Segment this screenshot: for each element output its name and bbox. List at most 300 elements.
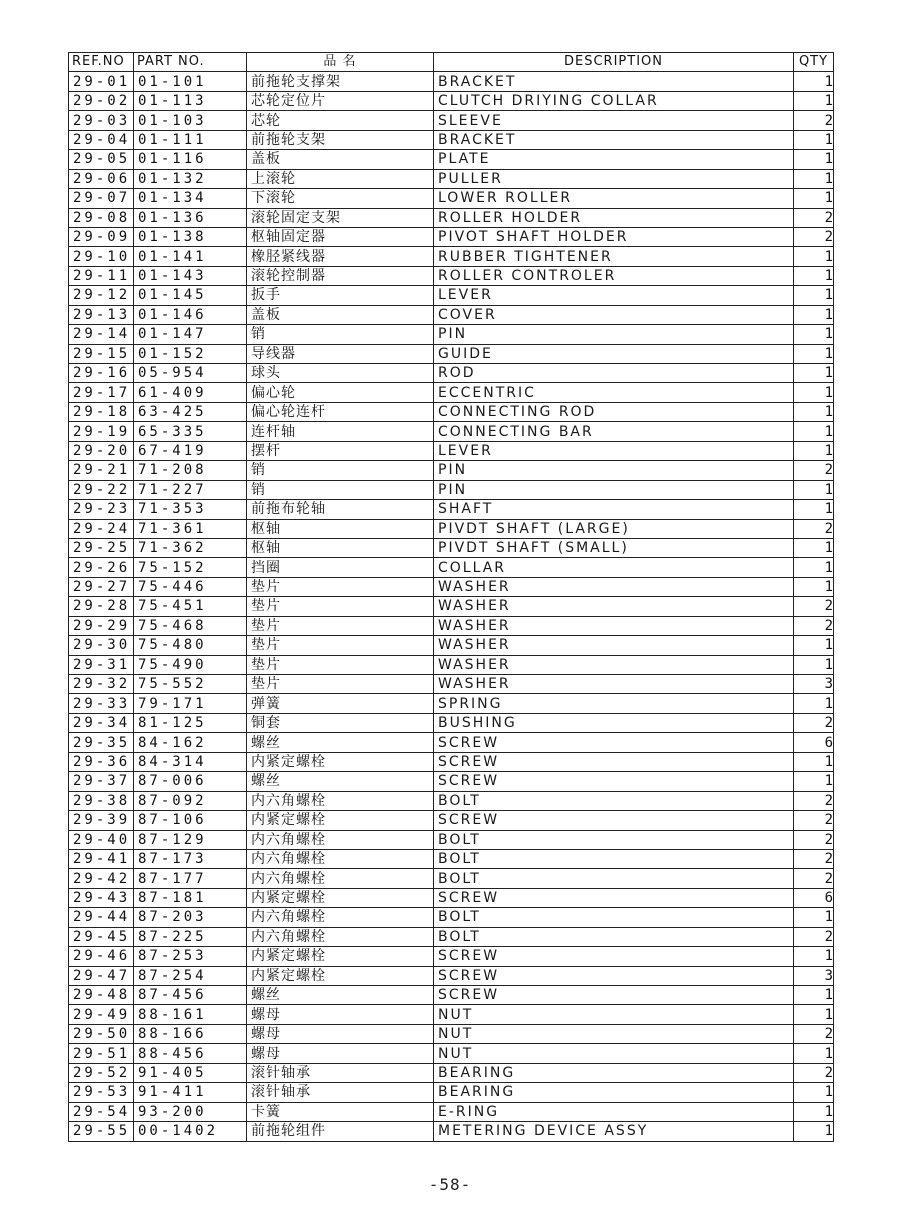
name-cn-cell: 导线器	[247, 344, 434, 363]
table-row	[69, 364, 834, 383]
name-cn-cell: 螺丝	[247, 733, 434, 752]
table-row	[69, 1044, 834, 1063]
ref-no-cell: 29-37	[69, 772, 134, 791]
name-cn-cell: 螺丝	[247, 986, 434, 1005]
table-row	[69, 111, 834, 130]
part-no-cell: 79-171	[134, 694, 247, 713]
name-cn-cell: 内六角螺栓	[247, 849, 434, 868]
ref-no-cell: 29-42	[69, 869, 134, 888]
ref-no-cell: 29-14	[69, 325, 134, 344]
qty-cell: 2	[794, 869, 834, 888]
part-no-cell: 88-456	[134, 1044, 247, 1063]
qty-cell: 1	[794, 772, 834, 791]
description-cell: BOLT	[434, 830, 794, 849]
name-cn-cell: 铜套	[247, 713, 434, 732]
qty-cell: 1	[794, 344, 834, 363]
table-row	[69, 227, 834, 246]
name-cn-cell: 芯轮定位片	[247, 91, 434, 110]
table-row	[69, 616, 834, 635]
parts-table-body	[69, 72, 834, 1141]
name-cn-cell: 螺母	[247, 1005, 434, 1024]
ref-no-cell: 29-12	[69, 286, 134, 305]
name-cn-cell: 连杆轴	[247, 422, 434, 441]
description-cell: WASHER	[434, 616, 794, 635]
table-row	[69, 849, 834, 868]
qty-cell: 1	[794, 752, 834, 771]
description-cell: SCREW	[434, 986, 794, 1005]
part-no-cell: 63-425	[134, 402, 247, 421]
table-row	[69, 247, 834, 266]
ref-no-cell: 29-47	[69, 966, 134, 985]
table-row	[69, 480, 834, 499]
qty-cell: 2	[794, 616, 834, 635]
description-cell: ROLLER HOLDER	[434, 208, 794, 227]
part-no-cell: 87-173	[134, 849, 247, 868]
qty-cell: 2	[794, 791, 834, 810]
qty-cell: 2	[794, 519, 834, 538]
description-cell: CLUTCH DRIYING COLLAR	[434, 91, 794, 110]
description-cell: RUBBER TIGHTENER	[434, 247, 794, 266]
name-cn-cell: 内紧定螺栓	[247, 888, 434, 907]
part-no-cell: 87-106	[134, 811, 247, 830]
part-no-cell: 87-006	[134, 772, 247, 791]
ref-no-cell: 29-08	[69, 208, 134, 227]
ref-no-cell: 29-50	[69, 1024, 134, 1043]
ref-no-cell: 29-17	[69, 383, 134, 402]
part-no-cell: 01-134	[134, 189, 247, 208]
table-row	[69, 1122, 834, 1141]
qty-cell: 1	[794, 986, 834, 1005]
description-cell: ROLLER CONTROLER	[434, 266, 794, 285]
qty-cell: 1	[794, 130, 834, 149]
name-cn-cell: 销	[247, 480, 434, 499]
qty-cell: 1	[794, 636, 834, 655]
name-cn-cell: 垫片	[247, 655, 434, 674]
description-cell: WASHER	[434, 675, 794, 694]
part-no-cell: 75-152	[134, 558, 247, 577]
qty-cell: 1	[794, 305, 834, 324]
description-cell: BOLT	[434, 869, 794, 888]
name-cn-cell: 内六角螺栓	[247, 927, 434, 946]
table-row	[69, 208, 834, 227]
description-cell: BOLT	[434, 791, 794, 810]
description-cell: LOWER ROLLER	[434, 189, 794, 208]
table-row	[69, 986, 834, 1005]
qty-cell: 2	[794, 1063, 834, 1082]
name-cn-cell: 内紧定螺栓	[247, 752, 434, 771]
qty-cell: 1	[794, 189, 834, 208]
table-row	[69, 636, 834, 655]
ref-no-cell: 29-03	[69, 111, 134, 130]
part-no-cell: 00-1402	[134, 1122, 247, 1141]
description-cell: COVER	[434, 305, 794, 324]
table-row	[69, 1063, 834, 1082]
ref-no-cell: 29-28	[69, 597, 134, 616]
name-cn-cell: 前拖轮支架	[247, 130, 434, 149]
ref-no-cell: 29-29	[69, 616, 134, 635]
part-no-cell: 01-141	[134, 247, 247, 266]
part-no-cell: 01-136	[134, 208, 247, 227]
ref-no-cell: 29-35	[69, 733, 134, 752]
part-no-cell: 75-451	[134, 597, 247, 616]
ref-no-cell: 29-21	[69, 461, 134, 480]
part-no-cell: 84-162	[134, 733, 247, 752]
part-no-cell: 87-254	[134, 966, 247, 985]
description-cell: SLEEVE	[434, 111, 794, 130]
description-cell: WASHER	[434, 655, 794, 674]
description-cell: WASHER	[434, 636, 794, 655]
table-row	[69, 558, 834, 577]
name-cn-cell: 前拖轮支撑架	[247, 72, 434, 91]
ref-no-cell: 29-10	[69, 247, 134, 266]
description-cell: SCREW	[434, 947, 794, 966]
table-row	[69, 325, 834, 344]
name-cn-cell: 弹簧	[247, 694, 434, 713]
name-cn-cell: 垫片	[247, 577, 434, 596]
qty-cell: 1	[794, 947, 834, 966]
name-cn-cell: 内紧定螺栓	[247, 811, 434, 830]
ref-no-cell: 29-26	[69, 558, 134, 577]
ref-no-cell: 29-11	[69, 266, 134, 285]
name-cn-cell: 销	[247, 325, 434, 344]
ref-no-cell: 29-01	[69, 72, 134, 91]
description-cell: PULLER	[434, 169, 794, 188]
description-cell: SHAFT	[434, 500, 794, 519]
description-cell: PIVDT SHAFT (SMALL)	[434, 538, 794, 557]
name-cn-cell: 内六角螺栓	[247, 869, 434, 888]
ref-no-cell: 29-04	[69, 130, 134, 149]
qty-cell: 1	[794, 169, 834, 188]
name-cn-cell: 内六角螺栓	[247, 830, 434, 849]
table-row	[69, 286, 834, 305]
part-no-cell: 87-253	[134, 947, 247, 966]
description-cell: CONNECTING BAR	[434, 422, 794, 441]
table-row	[69, 888, 834, 907]
qty-cell: 1	[794, 422, 834, 441]
name-cn-header: 品 名	[247, 53, 434, 72]
part-no-cell: 81-125	[134, 713, 247, 732]
name-cn-cell: 芯轮	[247, 111, 434, 130]
qty-cell: 1	[794, 286, 834, 305]
qty-cell: 1	[794, 1122, 834, 1141]
part-no-cell: 75-480	[134, 636, 247, 655]
part-no-cell: 01-116	[134, 150, 247, 169]
table-row	[69, 1005, 834, 1024]
part-no-cell: 05-954	[134, 364, 247, 383]
description-cell: SCREW	[434, 752, 794, 771]
description-cell: PIN	[434, 325, 794, 344]
name-cn-cell: 内紧定螺栓	[247, 947, 434, 966]
qty-cell: 6	[794, 888, 834, 907]
ref-no-cell: 29-41	[69, 849, 134, 868]
name-cn-cell: 滚针轴承	[247, 1063, 434, 1082]
name-cn-cell: 偏心轮连杆	[247, 402, 434, 421]
table-row	[69, 752, 834, 771]
name-cn-cell: 摆杆	[247, 441, 434, 460]
qty-cell: 3	[794, 675, 834, 694]
name-cn-cell: 盖板	[247, 305, 434, 324]
part-no-cell: 71-208	[134, 461, 247, 480]
part-no-cell: 87-092	[134, 791, 247, 810]
name-cn-cell: 螺母	[247, 1044, 434, 1063]
ref-no-cell: 29-27	[69, 577, 134, 596]
part-no-cell: 75-552	[134, 675, 247, 694]
part-no-cell: 01-147	[134, 325, 247, 344]
ref-no-cell: 29-53	[69, 1083, 134, 1102]
description-cell: NUT	[434, 1024, 794, 1043]
table-row	[69, 383, 834, 402]
description-cell: BUSHING	[434, 713, 794, 732]
name-cn-cell: 垫片	[247, 675, 434, 694]
parts-list-sheet	[68, 52, 833, 1142]
description-cell: PIVDT SHAFT (LARGE)	[434, 519, 794, 538]
table-row	[69, 519, 834, 538]
name-cn-cell: 球头	[247, 364, 434, 383]
description-cell: E-RING	[434, 1102, 794, 1121]
part-no-cell: 01-146	[134, 305, 247, 324]
name-cn-cell: 滚轮固定支架	[247, 208, 434, 227]
ref-no-cell: 29-36	[69, 752, 134, 771]
name-cn-cell: 内紧定螺栓	[247, 966, 434, 985]
name-cn-cell: 扳手	[247, 286, 434, 305]
ref-no-cell: 29-07	[69, 189, 134, 208]
qty-cell: 2	[794, 208, 834, 227]
name-cn-cell: 枢轴	[247, 538, 434, 557]
description-cell: PIN	[434, 461, 794, 480]
table-row	[69, 130, 834, 149]
description-cell: SPRING	[434, 694, 794, 713]
ref-no-cell: 29-31	[69, 655, 134, 674]
table-row	[69, 577, 834, 596]
qty-cell: 1	[794, 72, 834, 91]
part-no-cell: 87-181	[134, 888, 247, 907]
table-row	[69, 811, 834, 830]
table-row	[69, 538, 834, 557]
description-cell: WASHER	[434, 577, 794, 596]
description-cell: SCREW	[434, 772, 794, 791]
part-no-cell: 01-113	[134, 91, 247, 110]
qty-cell: 1	[794, 247, 834, 266]
part-no-cell: 01-145	[134, 286, 247, 305]
qty-cell: 1	[794, 1102, 834, 1121]
part-no-cell: 71-361	[134, 519, 247, 538]
qty-cell: 1	[794, 383, 834, 402]
name-cn-cell: 枢轴	[247, 519, 434, 538]
ref-no-cell: 29-48	[69, 986, 134, 1005]
part-no-cell: 67-419	[134, 441, 247, 460]
qty-cell: 1	[794, 150, 834, 169]
qty-header: QTY	[794, 53, 834, 72]
qty-cell: 1	[794, 441, 834, 460]
table-row	[69, 791, 834, 810]
qty-cell: 2	[794, 811, 834, 830]
table-row	[69, 830, 834, 849]
name-cn-cell: 偏心轮	[247, 383, 434, 402]
name-cn-cell: 内六角螺栓	[247, 791, 434, 810]
name-cn-cell: 前拖轮组件	[247, 1122, 434, 1141]
ref-no-header: REF.NO	[69, 53, 134, 72]
description-cell: ROD	[434, 364, 794, 383]
name-cn-cell: 滚轮控制器	[247, 266, 434, 285]
description-cell: CONNECTING ROD	[434, 402, 794, 421]
part-no-cell: 01-111	[134, 130, 247, 149]
description-cell: BOLT	[434, 849, 794, 868]
ref-no-cell: 29-52	[69, 1063, 134, 1082]
description-cell: ECCENTRIC	[434, 383, 794, 402]
table-row	[69, 441, 834, 460]
ref-no-cell: 29-49	[69, 1005, 134, 1024]
qty-cell: 1	[794, 577, 834, 596]
table-row	[69, 966, 834, 985]
name-cn-cell: 盖板	[247, 150, 434, 169]
description-cell: NUT	[434, 1044, 794, 1063]
part-no-cell: 87-129	[134, 830, 247, 849]
qty-cell: 2	[794, 830, 834, 849]
qty-cell: 1	[794, 694, 834, 713]
ref-no-cell: 29-22	[69, 480, 134, 499]
qty-cell: 1	[794, 364, 834, 383]
ref-no-cell: 29-38	[69, 791, 134, 810]
qty-cell: 2	[794, 111, 834, 130]
qty-cell: 1	[794, 1005, 834, 1024]
name-cn-cell: 上滚轮	[247, 169, 434, 188]
ref-no-cell: 29-43	[69, 888, 134, 907]
name-cn-cell: 下滚轮	[247, 189, 434, 208]
description-cell: SCREW	[434, 888, 794, 907]
ref-no-cell: 29-44	[69, 908, 134, 927]
part-no-cell: 87-456	[134, 986, 247, 1005]
ref-no-cell: 29-39	[69, 811, 134, 830]
table-row	[69, 713, 834, 732]
description-cell: PLATE	[434, 150, 794, 169]
table-row	[69, 694, 834, 713]
table-row	[69, 733, 834, 752]
qty-cell: 1	[794, 325, 834, 344]
description-cell: LEVER	[434, 441, 794, 460]
part-no-cell: 75-468	[134, 616, 247, 635]
qty-cell: 2	[794, 927, 834, 946]
name-cn-cell: 螺丝	[247, 772, 434, 791]
table-row	[69, 266, 834, 285]
description-cell: LEVER	[434, 286, 794, 305]
qty-cell: 2	[794, 713, 834, 732]
qty-cell: 1	[794, 1083, 834, 1102]
part-no-cell: 01-103	[134, 111, 247, 130]
qty-cell: 1	[794, 266, 834, 285]
table-row	[69, 869, 834, 888]
part-no-cell: 88-161	[134, 1005, 247, 1024]
name-cn-cell: 前拖布轮轴	[247, 500, 434, 519]
table-row	[69, 344, 834, 363]
part-no-cell: 71-227	[134, 480, 247, 499]
ref-no-cell: 29-16	[69, 364, 134, 383]
qty-cell: 2	[794, 227, 834, 246]
table-row	[69, 675, 834, 694]
ref-no-cell: 29-34	[69, 713, 134, 732]
table-row	[69, 1102, 834, 1121]
qty-cell: 1	[794, 538, 834, 557]
qty-cell: 2	[794, 1024, 834, 1043]
name-cn-cell: 内六角螺栓	[247, 908, 434, 927]
table-row	[69, 500, 834, 519]
ref-no-cell: 29-02	[69, 91, 134, 110]
ref-no-cell: 29-09	[69, 227, 134, 246]
name-cn-cell: 卡簧	[247, 1102, 434, 1121]
ref-no-cell: 29-18	[69, 402, 134, 421]
part-no-cell: 75-490	[134, 655, 247, 674]
ref-no-cell: 29-40	[69, 830, 134, 849]
description-cell: PIVOT SHAFT HOLDER	[434, 227, 794, 246]
table-row	[69, 947, 834, 966]
table-row	[69, 908, 834, 927]
part-no-cell: 91-405	[134, 1063, 247, 1082]
ref-no-cell: 29-33	[69, 694, 134, 713]
ref-no-cell: 29-25	[69, 538, 134, 557]
table-row	[69, 655, 834, 674]
description-cell: BEARING	[434, 1083, 794, 1102]
ref-no-cell: 29-24	[69, 519, 134, 538]
part-no-header: PART NO.	[134, 53, 247, 72]
name-cn-cell: 垫片	[247, 636, 434, 655]
name-cn-cell: 挡圈	[247, 558, 434, 577]
description-cell: BOLT	[434, 927, 794, 946]
table-row	[69, 772, 834, 791]
table-row	[69, 597, 834, 616]
part-no-cell: 93-200	[134, 1102, 247, 1121]
qty-cell: 2	[794, 849, 834, 868]
part-no-cell: 88-166	[134, 1024, 247, 1043]
name-cn-cell: 垫片	[247, 597, 434, 616]
part-no-cell: 61-409	[134, 383, 247, 402]
ref-no-cell: 29-06	[69, 169, 134, 188]
qty-cell: 2	[794, 597, 834, 616]
table-row	[69, 1083, 834, 1102]
ref-no-cell: 29-15	[69, 344, 134, 363]
ref-no-cell: 29-54	[69, 1102, 134, 1121]
description-cell: BOLT	[434, 908, 794, 927]
part-no-cell: 87-225	[134, 927, 247, 946]
table-row	[69, 1024, 834, 1043]
description-cell: WASHER	[434, 597, 794, 616]
parts-table	[68, 52, 834, 1142]
part-no-cell: 84-314	[134, 752, 247, 771]
table-row	[69, 422, 834, 441]
description-cell: COLLAR	[434, 558, 794, 577]
description-cell: BRACKET	[434, 130, 794, 149]
page-number: -58-	[428, 1175, 472, 1194]
part-no-cell: 01-101	[134, 72, 247, 91]
qty-cell: 1	[794, 1044, 834, 1063]
description-cell: SCREW	[434, 966, 794, 985]
name-cn-cell: 垫片	[247, 616, 434, 635]
description-header: DESCRIPTION	[434, 53, 794, 72]
table-header-row	[69, 53, 834, 72]
name-cn-cell: 橡胫紧线器	[247, 247, 434, 266]
ref-no-cell: 29-13	[69, 305, 134, 324]
part-no-cell: 91-411	[134, 1083, 247, 1102]
name-cn-cell: 枢轴固定器	[247, 227, 434, 246]
part-no-cell: 01-132	[134, 169, 247, 188]
description-cell: GUIDE	[434, 344, 794, 363]
name-cn-cell: 螺母	[247, 1024, 434, 1043]
description-cell: METERING DEVICE ASSY	[434, 1122, 794, 1141]
part-no-cell: 01-143	[134, 266, 247, 285]
qty-cell: 1	[794, 402, 834, 421]
ref-no-cell: 29-45	[69, 927, 134, 946]
part-no-cell: 71-362	[134, 538, 247, 557]
qty-cell: 1	[794, 655, 834, 674]
part-no-cell: 65-335	[134, 422, 247, 441]
